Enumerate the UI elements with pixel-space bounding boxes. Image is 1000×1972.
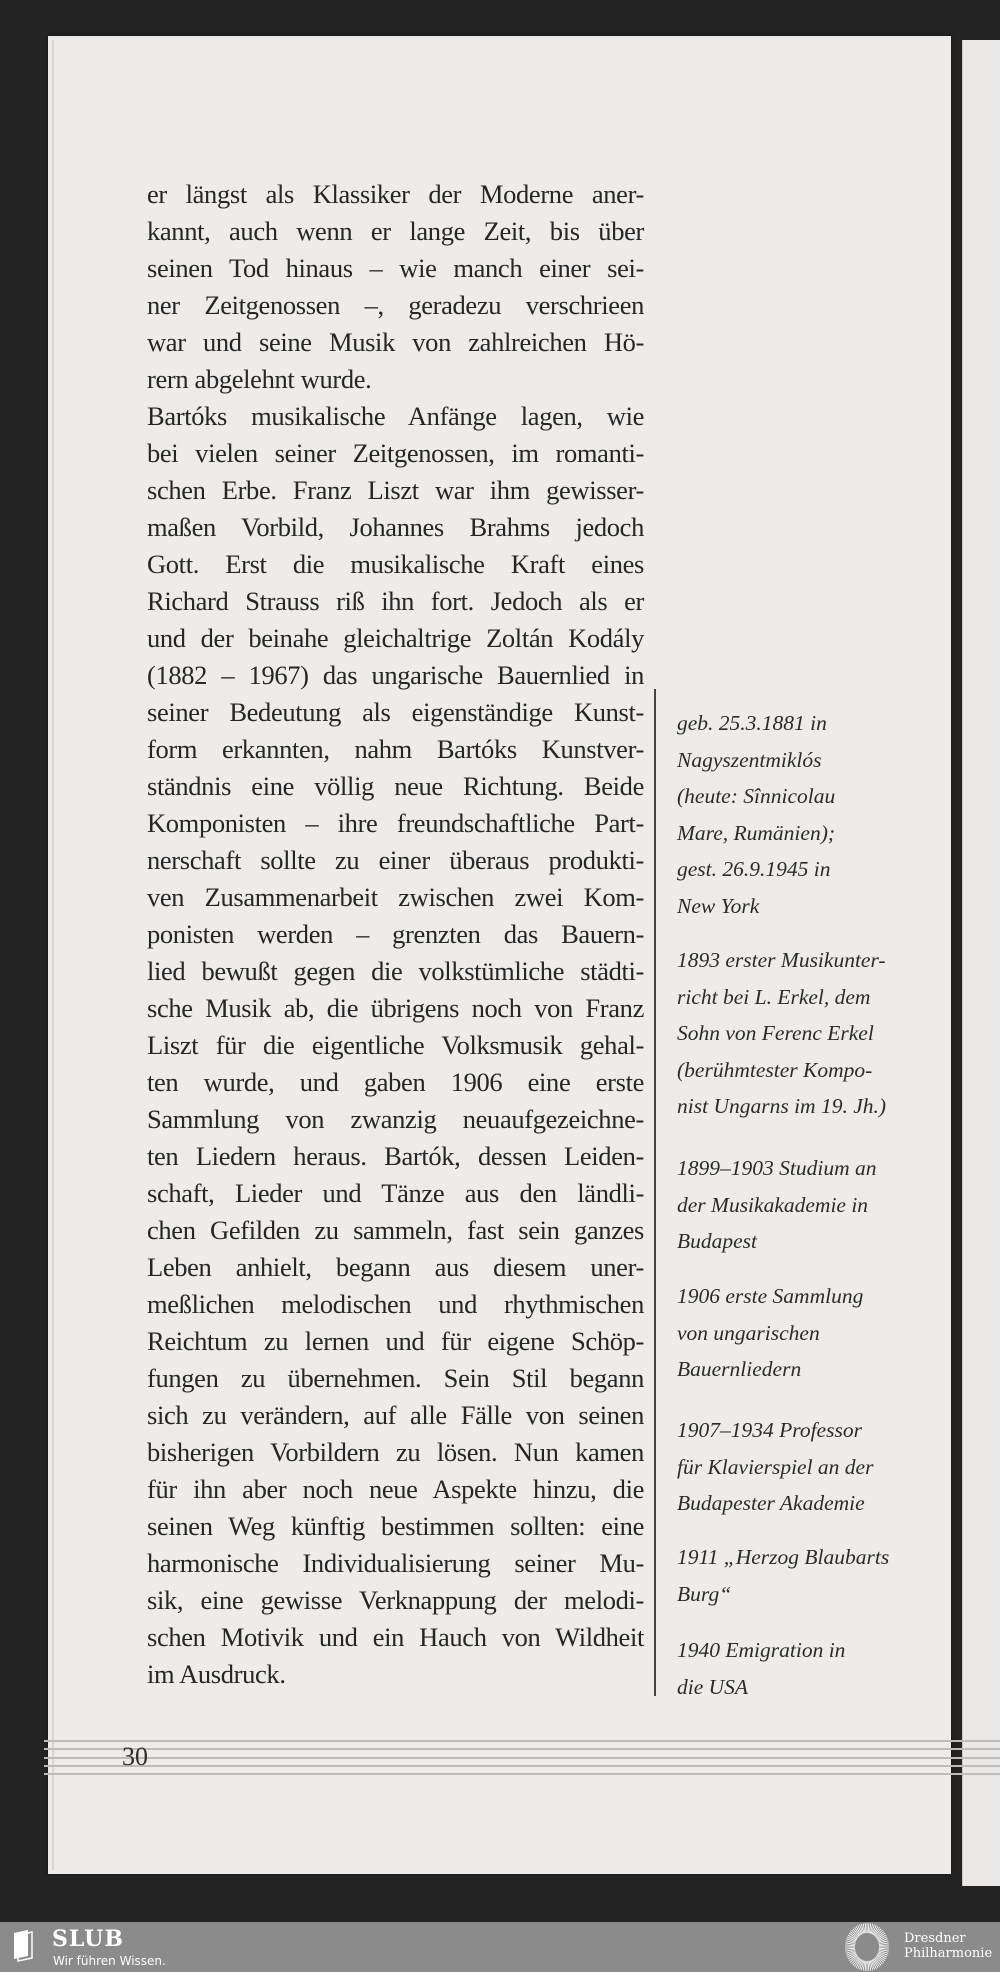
text-line: ner Zeitgenossen –, geradezu verschrieen [147, 290, 644, 320]
philharmonie-logo-text[interactable] [904, 1931, 992, 1961]
text-line: ten wurde, und gaben 1906 eine erste [147, 1067, 644, 1097]
text-line: ven Zusammenarbeit zwischen zwei Kom- [147, 882, 644, 912]
text-line: Leben anhielt, begann aus diesem uner- [147, 1252, 644, 1282]
text-line: meßlichen melodischen und rhythmischen [147, 1289, 644, 1319]
margin-note-line: 1907–1934 Professor [677, 1418, 862, 1442]
text-line: ten Liedern heraus. Bartók, dessen Leiden- [147, 1141, 644, 1171]
text-line: maßen Vorbild, Johannes Brahms jedoch [147, 512, 644, 542]
slub-logo-subtitle: Wir führen Wissen. [53, 1954, 166, 1968]
text-line: Komponisten – ihre freundschaftliche Part- [147, 808, 644, 838]
text-line: bisherigen Vorbildern zu lösen. Nun kamen [147, 1437, 644, 1467]
body-text-column [147, 176, 644, 1693]
margin-note-line: Sohn von Ferenc Erkel [677, 1021, 874, 1046]
margin-note-line: 1940 Emigration in [677, 1638, 846, 1662]
footer-rules [44, 1740, 1000, 1776]
slub-logo-title[interactable]: SLUB [52, 1926, 124, 1952]
margin-note-line: gest. 26.9.1945 in [677, 857, 831, 882]
text-line: schen Erbe. Franz Liszt war ihm gewisser- [147, 475, 644, 505]
margin-note-line: von ungarischen [677, 1320, 820, 1345]
margin-note-line: der Musikakademie in [677, 1192, 869, 1217]
text-line: fungen zu übernehmen. Sein Stil begann [147, 1363, 644, 1393]
margin-note-line: (berühmtester Kompo- [677, 1057, 873, 1082]
margin-note-line: Budapest [677, 1229, 758, 1254]
text-line: war und seine Musik von zahlreichen Hö- [147, 327, 644, 357]
margin-note [677, 1539, 889, 1612]
margin-note [677, 942, 886, 1125]
margin-note-line: Budapester Akademie [677, 1491, 865, 1516]
margin-note-line: für Klavierspiel an der [677, 1454, 874, 1479]
text-line: und der beinahe gleichaltrige Zoltán Kodály [147, 623, 644, 653]
text-line: rern abgelehnt wurde. [147, 364, 372, 394]
text-line: Reichtum zu lernen und für eigene Schöp- [147, 1326, 644, 1356]
rule-line [44, 1740, 1000, 1742]
margin-note-line: Mare, Rumänien); [677, 820, 836, 845]
margin-note-line: richt bei L. Erkel, dem [677, 984, 871, 1009]
margin-note-line: Burg“ [677, 1581, 732, 1606]
margin-note-line: 1899–1903 Studium an [677, 1156, 877, 1180]
text-line: kannt, auch wenn er lange Zeit, bis über [147, 216, 644, 246]
text-line: er längst als Klassiker der Moderne aner- [147, 179, 644, 209]
text-line: Sammlung von zwanzig neuaufgezeichne- [147, 1104, 644, 1134]
text-line: seinen Weg künftig bestimmen sollten: eine [147, 1511, 644, 1541]
text-line: seiner Bedeutung als eigenständige Kunst- [147, 697, 644, 727]
text-line: chen Gefilden zu sammeln, fast sein ganzes [147, 1215, 644, 1245]
text-line: ständnis eine völlig neue Richtung. Beide [147, 771, 644, 801]
text-line: lied bewußt gegen die volkstümliche städti- [147, 956, 644, 986]
philharmonie-line-2: Philharmonie [904, 1946, 993, 1961]
rule-line [44, 1765, 1000, 1767]
philharmonie-line-1: Dresdner [904, 1931, 966, 1946]
text-line: (1882 – 1967) das ungarische Bauernlied in [147, 660, 644, 690]
margin-note [677, 1632, 845, 1705]
margin-note-line: geb. 25.3.1881 in [677, 711, 827, 735]
text-line: Richard Strauss riß ihn fort. Jedoch als er [147, 586, 644, 616]
margin-note-line: Nagyszentmiklós [677, 747, 822, 772]
text-line: schaft, Lieder und Tänze aus den ländli- [147, 1178, 644, 1208]
margin-note-line: 1911 „Herzog Blaubarts [677, 1545, 890, 1569]
page-number: 30 [122, 1742, 148, 1771]
margin-note-line: 1906 erste Sammlung [677, 1284, 864, 1308]
text-line: für ihn aber noch neue Aspekte hinzu, die [147, 1474, 644, 1504]
text-line: schen Motivik und ein Hauch von Wildheit [147, 1622, 644, 1652]
margin-note-line: New York [677, 893, 760, 918]
text-line: ponisten werden – grenzten das Bauern- [147, 919, 644, 949]
sunburst-ring-icon [842, 1922, 892, 1972]
margin-note-line: Bauernliedern [677, 1357, 802, 1382]
margin-note-line: die USA [677, 1674, 749, 1699]
text-line: form erkannten, nahm Bartóks Kunstver- [147, 734, 644, 764]
rule-line [44, 1757, 1000, 1759]
text-line: sche Musik ab, die übrigens noch von Franz [147, 993, 644, 1023]
text-line: sik, eine gewisse Verknappung der melodi- [147, 1585, 644, 1615]
viewer-footer [0, 1922, 1000, 1972]
text-line: seinen Tod hinaus – wie manch einer sei- [147, 253, 644, 283]
text-line: sich zu verändern, auf alle Fälle von seinen [147, 1400, 644, 1430]
text-line: Bartóks musikalische Anfänge lagen, wie [147, 401, 644, 431]
rule-line [44, 1748, 1000, 1750]
page-edge [52, 40, 54, 1870]
text-line: Liszt für die eigentliche Volksmusik gehal- [147, 1030, 644, 1060]
text-line: bei vielen seiner Zeitgenossen, im romanti- [147, 438, 644, 468]
margin-note-line: nist Ungarns im 19. Jh.) [677, 1094, 887, 1119]
margin-note [677, 1278, 863, 1388]
margin-note [677, 1150, 876, 1260]
text-line: nerschaft sollte zu einer überaus produkti- [147, 845, 644, 875]
margin-note-line: (heute: Sînnicolau [677, 784, 836, 809]
text-line: Gott. Erst die musikalische Kraft eines [147, 549, 644, 579]
margin-note [677, 705, 835, 925]
text-line: harmonische Individualisierung seiner Mu- [147, 1548, 644, 1578]
facing-page-edge [962, 40, 1000, 1886]
book-icon [12, 1930, 36, 1962]
rule-line [44, 1773, 1000, 1775]
margin-note [677, 1412, 873, 1522]
margin-note-line: 1893 erster Musikunter- [677, 948, 886, 972]
text-line: im Ausdruck. [147, 1659, 286, 1689]
margin-divider [654, 689, 656, 1696]
